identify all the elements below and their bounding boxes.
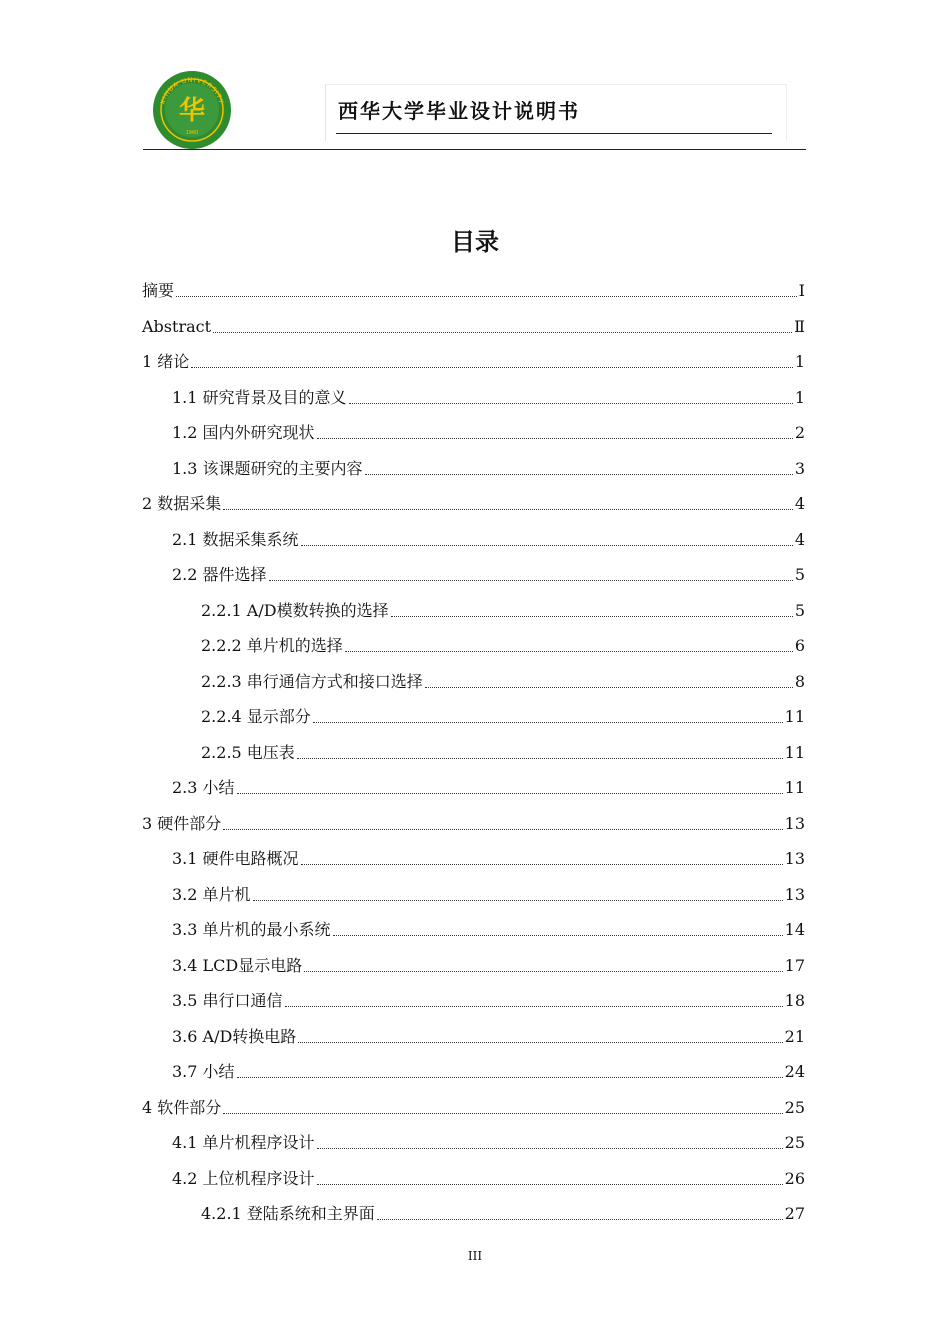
logo-ring-text: XIHUA UNIVERSITY: [158, 75, 226, 106]
toc-entry-page: 26: [784, 1168, 805, 1188]
toc-dot-leader: [313, 722, 783, 723]
toc-dot-leader: [349, 403, 793, 404]
toc-entry[interactable]: [172, 1023, 805, 1047]
toc-entry-page: 25: [784, 1097, 805, 1117]
toc-dot-leader: [317, 1148, 783, 1149]
toc-entry-label: 2.2.3 串行通信方式和接口选择: [201, 671, 423, 691]
header-title: 西华大学毕业设计说明书: [338, 99, 580, 123]
toc-entry[interactable]: [172, 419, 805, 443]
toc-entry[interactable]: [201, 703, 805, 727]
logo-year: 1960: [185, 130, 199, 136]
toc-entry-label: 2.3 小结: [172, 778, 235, 797]
toc-entry-label: 3.5 串行口通信: [172, 991, 283, 1010]
toc-entry-page: 1: [794, 387, 805, 407]
toc-title: 目录: [451, 228, 499, 256]
toc-entry-label: 2.2.1 A/D模数转换的选择: [201, 600, 389, 620]
toc-entry-label: 1.1 研究背景及目的意义: [172, 387, 347, 407]
toc-entry[interactable]: [172, 881, 805, 905]
toc-entry[interactable]: [201, 739, 805, 763]
toc-entry-label: Abstract: [142, 316, 212, 336]
toc-entry-page: 13: [784, 813, 805, 833]
toc-entry-label: 3.7 小结: [172, 1062, 235, 1081]
toc-entry-label: 3.3 单片机的最小系统: [172, 920, 331, 939]
university-logo: [152, 70, 232, 150]
toc-entry-page: 8: [794, 671, 805, 691]
toc-entry[interactable]: [172, 774, 805, 798]
toc-entry[interactable]: [201, 597, 805, 621]
toc-dot-leader: [301, 545, 793, 546]
toc-entry[interactable]: [172, 845, 805, 869]
toc-dot-leader: [333, 935, 783, 936]
toc-entry-label: 4 软件部分: [142, 1097, 222, 1117]
toc-dot-leader: [237, 1077, 783, 1078]
toc-dot-leader: [253, 900, 783, 901]
toc-entry-page: Ⅱ: [794, 316, 805, 336]
toc-entry-label: 2.2.4 显示部分: [201, 707, 311, 726]
toc-entry-page: Ⅰ: [798, 281, 805, 300]
toc-entry[interactable]: [142, 277, 805, 301]
toc-entry-page: 6: [794, 636, 805, 655]
toc-entry-label: 2.2.2 单片机的选择: [201, 636, 343, 655]
toc-dot-leader: [425, 687, 793, 688]
toc-entry-page: 5: [794, 565, 805, 584]
toc-entry-page: 25: [784, 1133, 805, 1152]
toc-dot-leader: [317, 1184, 783, 1185]
toc-entry[interactable]: [172, 1165, 805, 1189]
toc-entry[interactable]: [172, 455, 805, 479]
toc-dot-leader: [317, 438, 793, 439]
toc-dot-leader: [297, 758, 783, 759]
toc-entry[interactable]: [172, 526, 805, 550]
toc-dot-leader: [391, 616, 793, 617]
toc-dot-leader: [237, 793, 783, 794]
toc-dot-leader: [298, 1042, 782, 1043]
toc-entry-page: 3: [794, 458, 805, 478]
toc-dot-leader: [345, 651, 793, 652]
toc-dot-leader: [365, 474, 793, 475]
toc-entry-page: 14: [784, 920, 805, 939]
toc-dot-leader: [213, 332, 792, 333]
toc-entry-label: 2.2.5 电压表: [201, 742, 295, 762]
toc-entry-page: 13: [784, 884, 805, 904]
toc-entry-label: 4.2 上位机程序设计: [172, 1168, 315, 1188]
toc-entry-page: 11: [784, 742, 805, 762]
toc-dot-leader: [285, 1006, 783, 1007]
toc-entry-label: 1.2 国内外研究现状: [172, 423, 315, 442]
toc-entry-label: 3.1 硬件电路概况: [172, 849, 299, 868]
toc-entry-label: 2.2 器件选择: [172, 565, 267, 584]
toc-entry[interactable]: [142, 810, 805, 834]
toc-entry-label: 3 硬件部分: [142, 813, 222, 833]
toc-entry-label: 1.3 该课题研究的主要内容: [172, 458, 363, 478]
toc-entry-page: 11: [784, 778, 805, 797]
header-title-underline: [336, 133, 772, 134]
toc-entry[interactable]: [142, 348, 805, 372]
toc-entry-page: 17: [784, 955, 805, 975]
toc-entry-label: 摘要: [142, 281, 175, 300]
toc-entry[interactable]: [172, 1129, 805, 1153]
toc-dot-leader: [176, 296, 797, 297]
toc-dot-leader: [223, 509, 793, 510]
university-seal-icon: [152, 70, 232, 150]
toc-dot-leader: [304, 971, 782, 972]
header-rule: [143, 149, 806, 150]
toc-entry-page: 4: [794, 529, 805, 549]
toc-entry-label: 1 绪论: [142, 352, 190, 371]
footer-page-number: III: [467, 1249, 483, 1263]
toc-entry-page: 27: [784, 1204, 805, 1223]
toc-entry[interactable]: [201, 668, 805, 692]
toc-dot-leader: [223, 1113, 782, 1114]
toc-entry-page: 13: [784, 849, 805, 868]
toc-entry[interactable]: [201, 1200, 805, 1224]
toc-entry[interactable]: [142, 1094, 805, 1118]
logo-glyph: 华: [178, 96, 206, 126]
toc-entry[interactable]: [142, 490, 805, 514]
toc-entry-page: 4: [794, 494, 805, 513]
toc-entry[interactable]: [142, 313, 805, 337]
toc-entry[interactable]: [172, 384, 805, 408]
toc-entry[interactable]: [201, 632, 805, 656]
toc-entry[interactable]: [172, 987, 805, 1011]
toc-dot-leader: [301, 864, 783, 865]
toc-entry[interactable]: [172, 1058, 805, 1082]
toc-entry-label: 2.1 数据采集系统: [172, 529, 299, 549]
toc-entry-page: 5: [794, 600, 805, 620]
toc-entry-page: 2: [794, 423, 805, 442]
toc-entry[interactable]: [172, 561, 805, 585]
toc-entry-label: 4.1 单片机程序设计: [172, 1133, 315, 1152]
toc-entry-label: 3.6 A/D转换电路: [172, 1026, 297, 1046]
toc-entry-page: 21: [784, 1026, 805, 1046]
toc-entry-page: 24: [784, 1062, 805, 1081]
toc-entry-page: 11: [784, 707, 805, 726]
toc-entry[interactable]: [172, 952, 805, 976]
toc-dot-leader: [191, 367, 793, 368]
toc-entry[interactable]: [172, 916, 805, 940]
toc-dot-leader: [269, 580, 793, 581]
toc-entry-page: 1: [794, 352, 805, 371]
toc-entry-label: 2 数据采集: [142, 494, 222, 513]
toc-entry-label: 3.4 LCD显示电路: [172, 955, 303, 975]
toc-entry-page: 18: [784, 991, 805, 1010]
toc-entry-label: 4.2.1 登陆系统和主界面: [201, 1204, 375, 1223]
toc-entry-label: 3.2 单片机: [172, 884, 251, 904]
toc-dot-leader: [377, 1219, 783, 1220]
toc-dot-leader: [223, 829, 782, 830]
